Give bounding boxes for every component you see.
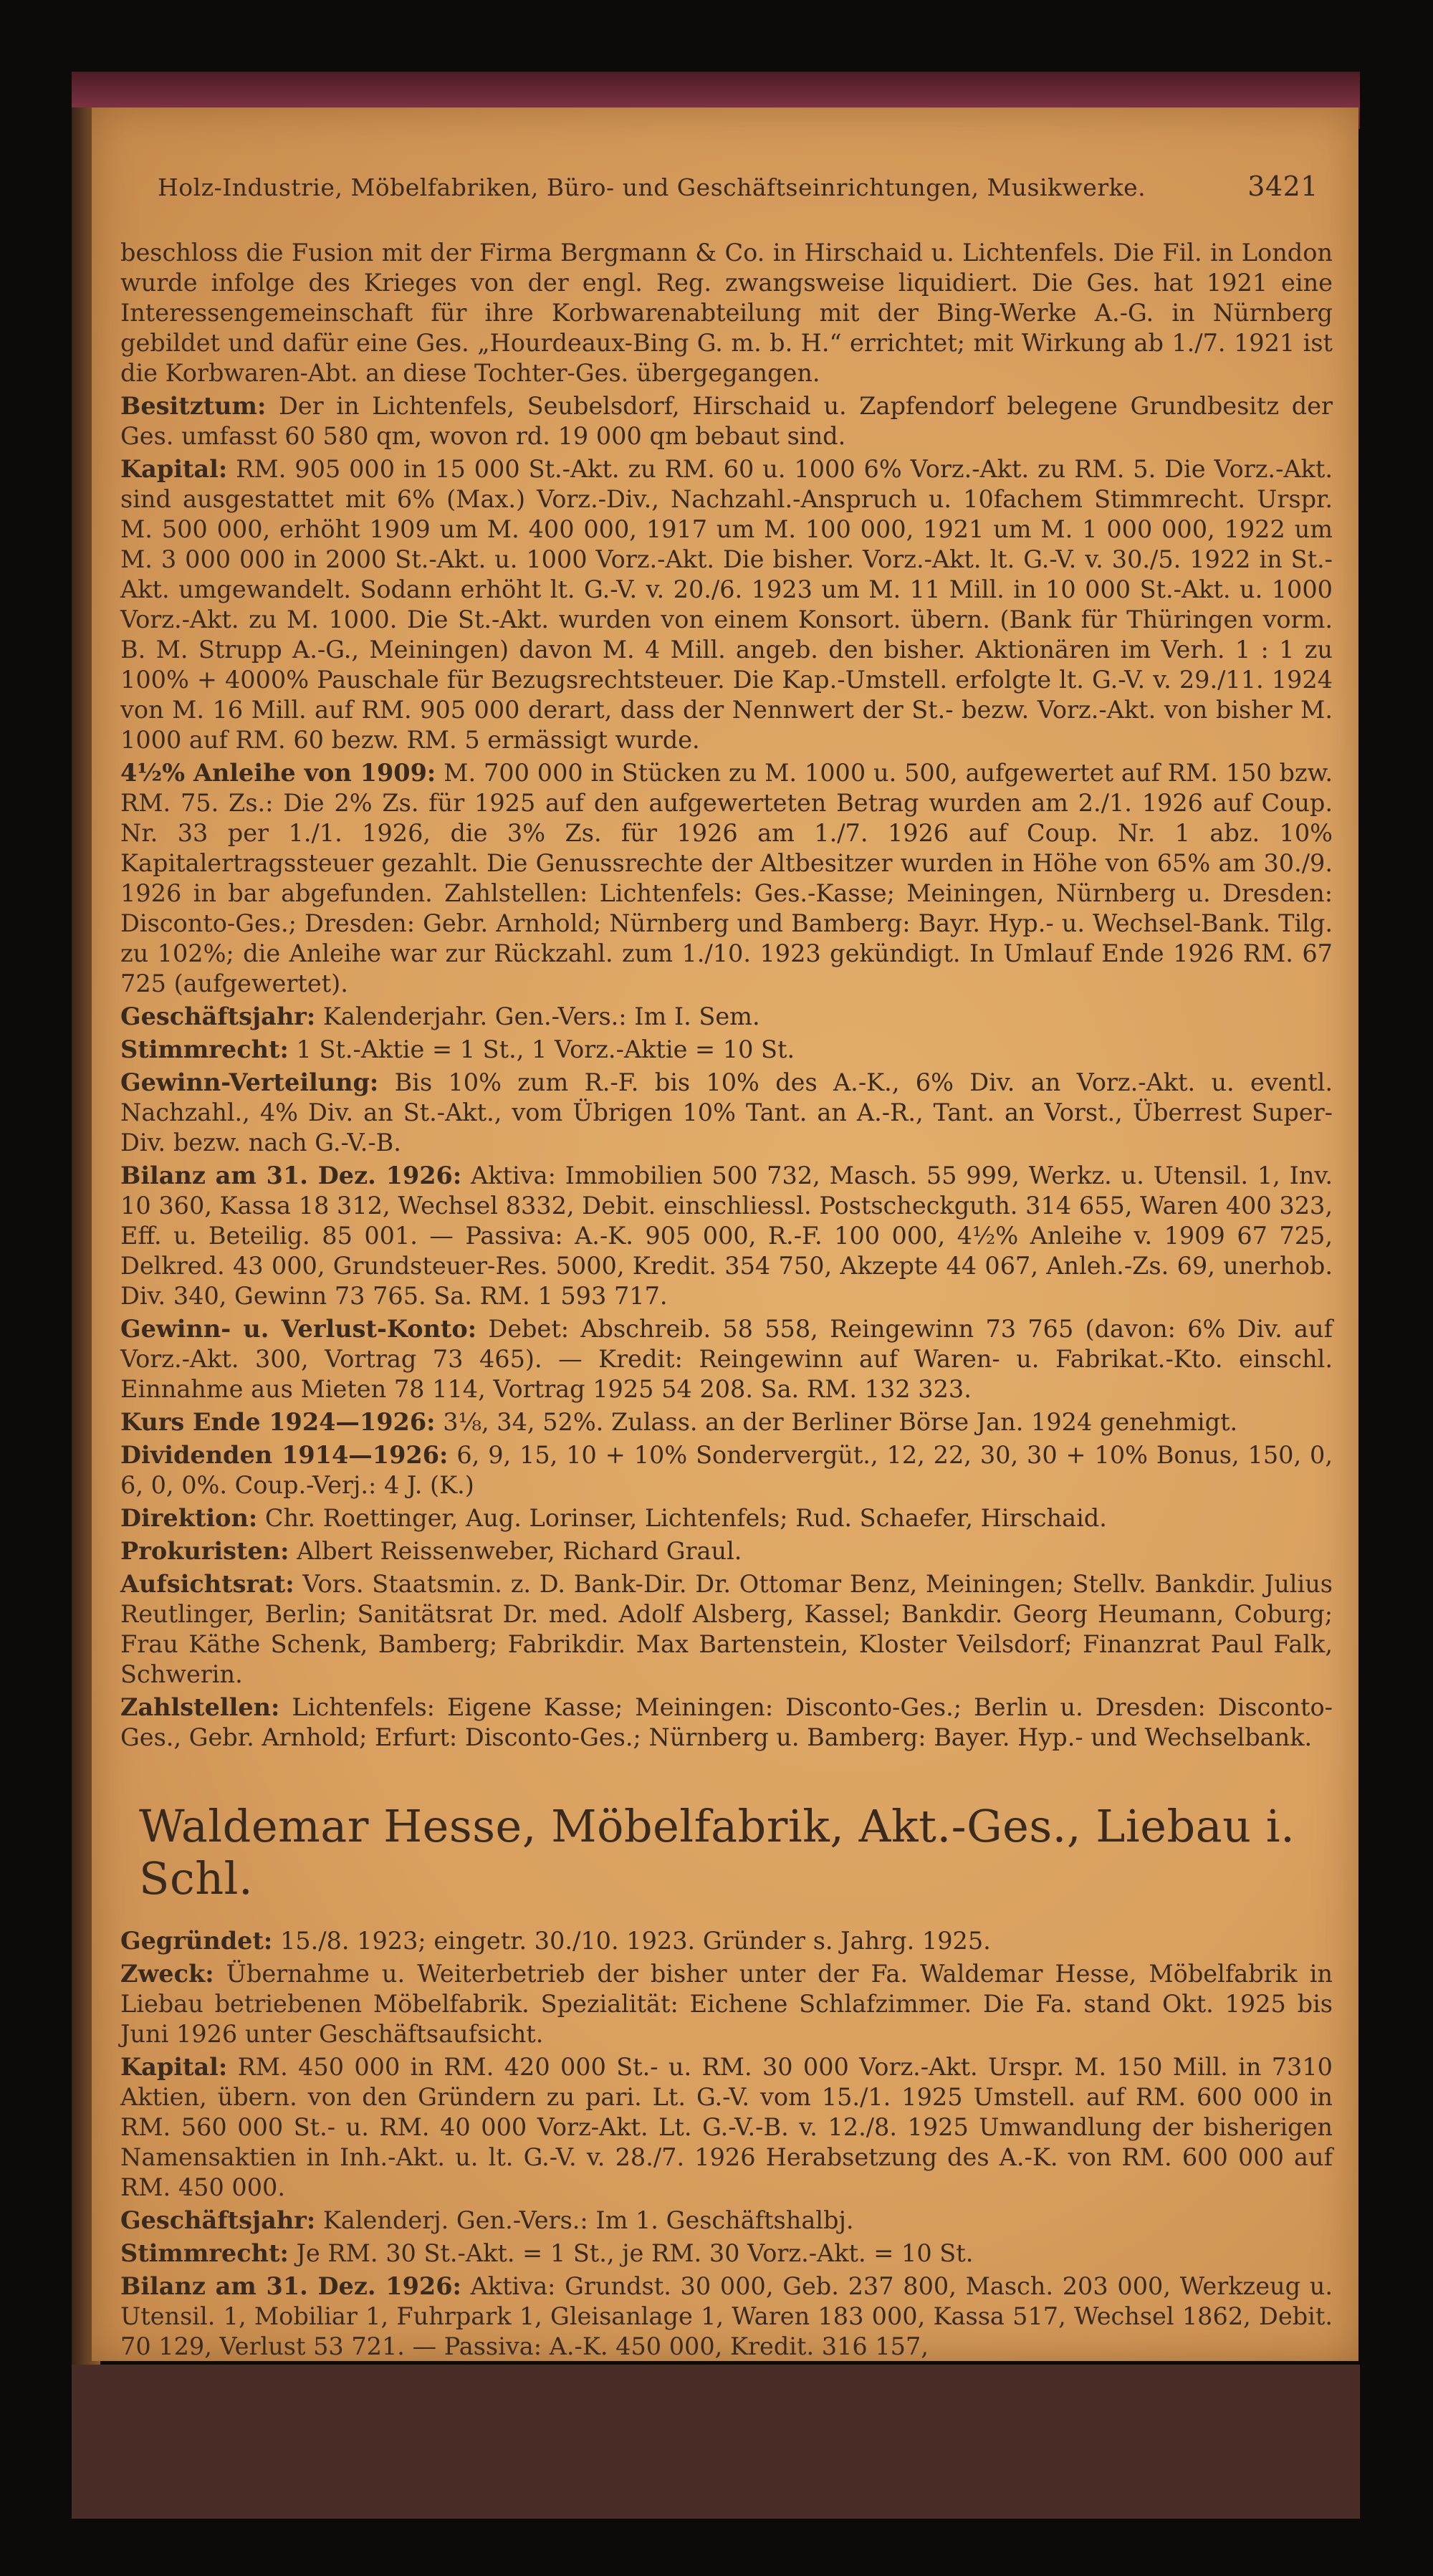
paragraph: 4½% Anleihe von 1909: M. 700 000 in Stücken zu M. 1000 u. 500, aufgewertet auf RM. 150 bzw. RM. 75. Zs.: Die 2% Zs. für 1925 auf den aufgewerteten Betrag wurden am 2./1. 1926 auf Coup. Nr. 33 per 1./1. 1926, die 3% Zs. für 1926 am 1./7. 1926 auf Coup. Nr. 1 abz. 10% Kapitalertragssteuer gezahlt. Die Genussrechte der Altbesitzer wurden in Höhe von 65% am 30./9. 1926 in bar abgefunden. Zahlstellen: Lichtenfels: Ges.-Kasse; Meiningen, Nürnberg u. Dresden: Disconto-Ges.; Dresden: Gebr. Arnhold; Nürnberg und Bamberg: Bayr. Hyp.- u. Wechsel-Bank. Tilg. zu 102%; die Anleihe war zur Rückzahl. zum 1./10. 1923 gekündigt. In Umlauf Ende 1926 RM. 67 725 (aufgewertet). — [120, 759, 1333, 997]
paragraph: Stimmrecht: 1 St.-Aktie = 1 St., 1 Vorz.-Aktie = 10 St. — [120, 1035, 795, 1063]
paragraph: Aufsichtsrat: Vors. Staatsmin. z. D. Bank-Dir. Dr. Ottomar Benz, Meiningen; Stellv. Bankdir. Julius Reutlinger, Berlin; Sanitätsrat Dr. med. Adolf Alsberg, Kassel; Bankdir. Georg Heumann, Coburg; Frau Käthe Schenk, Bamberg; Fabrikdir. Max Bartenstein, Kloster Veilsdorf; Finanzrat Paul Falk, Schwerin. — [120, 1570, 1333, 1688]
paragraph: Gewinn-Verteilung: Bis 10% zum R.-F. bis 10% des A.-K., 6% Div. an Vorz.-Akt. u. eventl. Nachzahl., 4% Div. an St.-Akt., vom Übrigen 10% Tant. an A.-R., Tant. an Vorst., Überrest Super-Div. bezw. nach G.-V.-B. — [120, 1068, 1333, 1157]
paragraph: Besitztum: Der in Lichtenfels, Seubelsdorf, Hirschaid u. Zapfendorf belegene Grundbesitz der Ges. umfasst 60 580 qm, wovon rd. 19 000 qm bebaut sind. — [120, 392, 1333, 450]
paragraph: Geschäftsjahr: Kalenderjahr. Gen.-Vers.: Im I. Sem. — [120, 1002, 760, 1030]
paragraph: Kurs Ende 1924—1926: 3⅛, 34, 52%. Zulass. an der Berliner Börse Jan. 1924 genehmigt. — [120, 1408, 1238, 1436]
paragraph: Bilanz am 31. Dez. 1926: Aktiva: Immobilien 500 732, Masch. 55 999, Werkz. u. Utensil. 1, Inv. 10 360, Kassa 18 312, Wechsel 8332, Debit. einschliessl. Postscheckguth. 314 655, Waren 400 323, Eff. u. Beteilig. 85 001. — Passiva: A.-K. 905 000, R.-F. 100 000, 4½% Anleihe v. 1909 67 725, Delkred. 43 000, Grundsteuer-Res. 5000, Kredit. 354 750, Akzepte 44 067, Anleh.-Zs. 69, unerhob. Div. 340, Gewinn 73 765. Sa. RM. 1 593 717. — [120, 1162, 1333, 1310]
paragraph: Bilanz am 31. Dez. 1926: Aktiva: Grundst. 30 000, Geb. 237 800, Masch. 203 000, Werkzeug u. Utensil. 1, Mobiliar 1, Fuhrpark 1, Gleisanlage 1, Waren 183 000, Kassa 517, Wechsel 1862, Debit. 70 129, Verlust 53 721. — Passiva: A.-K. 450 000, Kredit. 316 157, — [120, 2272, 1333, 2360]
paragraph: Stimmrecht: Je RM. 30 St.-Akt. = 1 St., je RM. 30 Vorz.-Akt. = 10 St. — [120, 2239, 974, 2267]
paragraph: beschloss die Fusion mit der Firma Bergmann & Co. in Hirschaid u. Lichtenfels. Die Fil. in London wurde infolge des Krieges von der engl. Reg. zwangsweise liquidiert. Die Ges. hat 1921 eine Interessengemeinschaft für ihre Korbwarenabteilung mit der Bing-Werke A.-G. in Nürnberg gebildet und dafür eine Ges. „Hourdeaux-Bing G. m. b. H.“ errichtet; mit Wirkung ab 1./7. 1921 ist die Korbwaren-Abt. an diese Tochter-Ges. übergegangen. — [120, 239, 1333, 387]
running-header — [158, 171, 1318, 202]
paragraph: Direktion: Chr. Roettinger, Aug. Lorinser, Lichtenfels; Rud. Schaefer, Hirschaid. — [120, 1504, 1107, 1532]
paragraph: Gewinn- u. Verlust-Konto: Debet: Abschreib. 58 558, Reingewinn 73 765 (davon: 6% Div. auf Vorz.-Akt. 300, Vortrag 73 465). — Kredit: Reingewinn auf Waren- u. Fabrikat.-Kto. einschl. Einnahme aus Mieten 78 114, Vortrag 1925 54 208. Sa. RM. 132 323. — [120, 1315, 1333, 1403]
page-content — [120, 238, 1333, 2365]
paragraph: Gegründet: 15./8. 1923; eingetr. 30./10. 1923. Gründer s. Jahrg. 1925. — [120, 1927, 991, 1955]
paragraph: Prokuristen: Albert Reissenweber, Richard Graul. — [120, 1537, 742, 1565]
book-cover-bottom — [72, 2365, 1360, 2519]
paragraph: Zweck: Übernahme u. Weiterbetrieb der bisher unter der Fa. Waldemar Hesse, Möbelfabrik in Liebau betriebenen Möbelfabrik. Spezialität: Eichene Schlafzimmer. Die Fa. stand Okt. 1925 bis Juni 1926 unter Geschäftsaufsicht. — [120, 1960, 1333, 2048]
header-title: Holz-Industrie, Möbelfabriken, Büro- und Geschäftseinrichtungen, Musikwerke. — [158, 173, 1146, 201]
paragraph: Kapital: RM. 450 000 in RM. 420 000 St.- u. RM. 30 000 Vorz.-Akt. Urspr. M. 150 Mill. in 7310 Aktien, übern. von den Gründern zu pari. Lt. G.-V. vom 15./1. 1925 Umstell. auf RM. 600 000 in RM. 560 000 St.- u. RM. 40 000 Vorz-Akt. Lt. G.-V.-B. v. 12./8. 1925 Umwandlung der bisherigen Namensaktien in Inh.-Akt. u. lt. G.-V. v. 28./7. 1926 Herabsetzung des A.-K. von RM. 600 000 auf RM. 450 000. — [120, 2053, 1333, 2201]
page-number: 3421 — [1247, 171, 1318, 202]
paragraph: Zahlstellen: Lichtenfels: Eigene Kasse; Meiningen: Disconto-Ges.; Berlin u. Dresden: Disconto-Ges., Gebr. Arnhold; Erfurt: Disconto-Ges.; Nürnberg u. Bamberg: Bayer. Hyp.- und Wechselbank. — [120, 1693, 1333, 1751]
company-heading: Waldemar Hesse, Möbelfabrik, Akt.-Ges., Liebau i. Schl. — [139, 1800, 1295, 1905]
paragraph: Geschäftsjahr: Kalenderj. Gen.-Vers.: Im 1. Geschäftshalbj. — [120, 2206, 854, 2234]
paragraph: Kapital: RM. 905 000 in 15 000 St.-Akt. zu RM. 60 u. 1000 6% Vorz.-Akt. zu RM. 5. Die Vorz.-Akt. sind ausgestattet mit 6% (Max.) Vorz.-Div., Nachzahl.-Anspruch u. 10fachem Stimmrecht. Urspr. M. 500 000, erhöht 1909 um M. 400 000, 1917 um M. 100 000, 1921 um M. 1 000 000, 1922 um M. 3 000 000 in 2000 St.-Akt. u. 1000 Vorz.-Akt. Die bisher. Vorz.-Akt. lt. G.-V. v. 30./5. 1922 in St.-Akt. umgewandelt. Sodann erhöht lt. G.-V. v. 20./6. 1923 um M. 11 Mill. in 10 000 St.-Akt. u. 1000 Vorz.-Akt. zu M. 1000. Die St.-Akt. wurden von einem Konsort. übern. (Bank für Thüringen vorm. B. M. Strupp A.-G., Meiningen) davon M. 4 Mill. angeb. den bisher. Aktionären im Verh. 1 : 1 zu 100% + 4000% Pauschale für Bezugsrechtsteuer. Die Kap.-Umstell. erfolgte lt. G.-V. v. 29./11. 1924 von M. 16 Mill. auf RM. 905 000 derart, dass der Nennwert der St.- bezw. Vorz.-Akt. von bisher M. 1000 auf RM. 60 bezw. RM. 5 ermässigt wurde. — [120, 455, 1333, 754]
paragraph: Dividenden 1914—1926: 6, 9, 15, 10 + 10% Sondervergüt., 12, 22, 30, 30 + 10% Bonus, 150, 0, 6, 0, 0%. Coup.-Verj.: 4 J. (K.) — [120, 1441, 1333, 1499]
book-page — [92, 107, 1358, 2361]
